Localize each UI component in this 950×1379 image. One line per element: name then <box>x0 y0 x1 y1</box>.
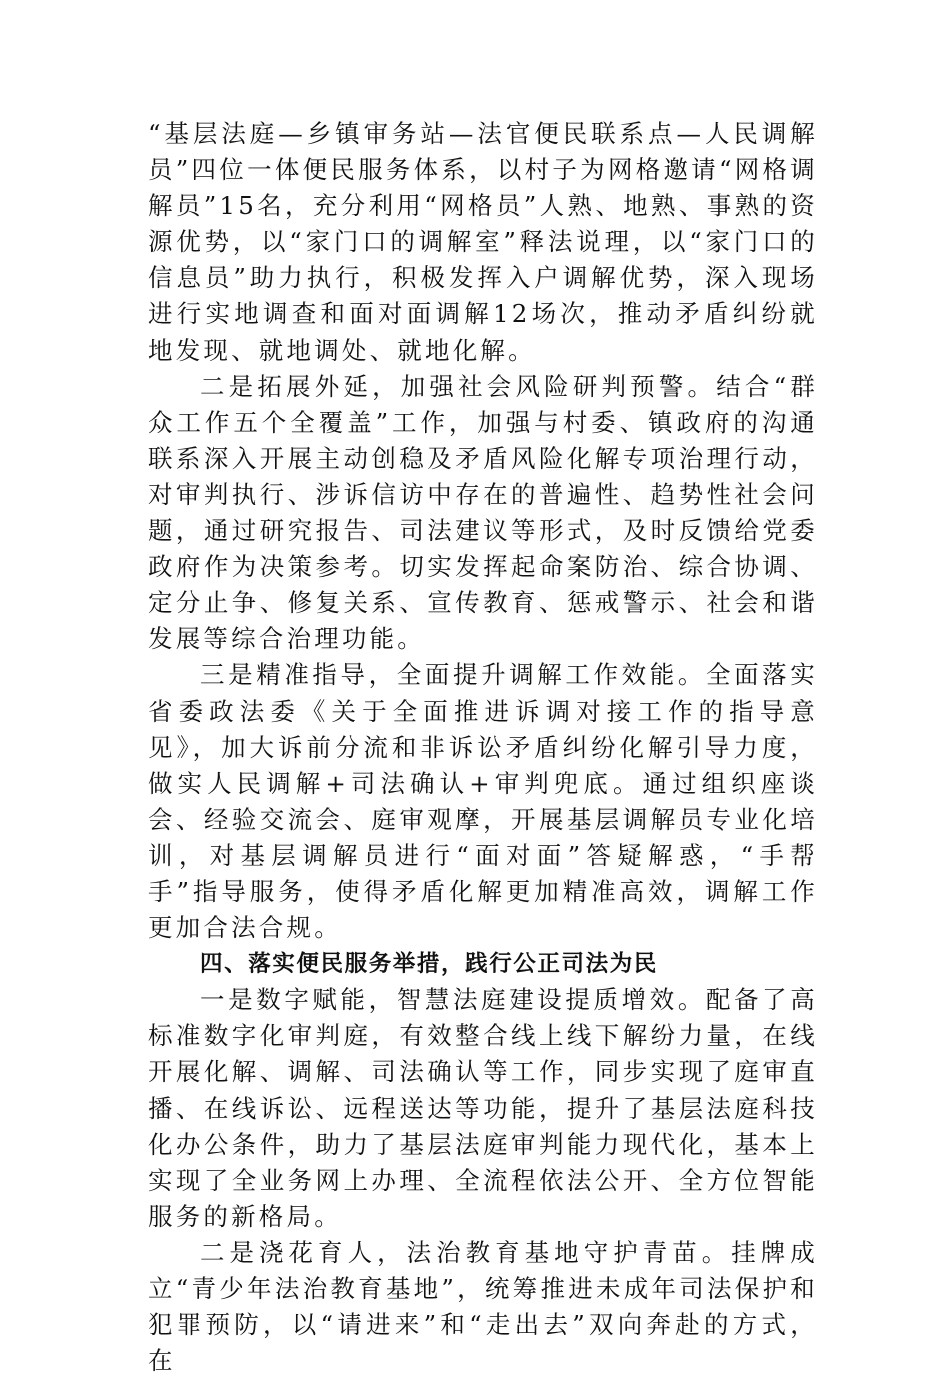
paragraph-education-base: 二是浇花育人，法治教育基地守护青苗。挂牌成立“青少年法治教育基地”，统筹推进未成年司法保护和犯罪预防，以“请进来”和“走出去”双向奔赴的方式，在 <box>148 1237 818 1376</box>
section-heading-four: 四、落实便民服务举措，践行公正司法为民 <box>200 951 658 978</box>
paragraph-digital-empowerment: 一是数字赋能，智慧法庭建设提质增效。配备了高标准数字化审判庭，有效整合线上线下解纷力量，在线开展化解、调解、司法确认等工作，同步实现了庭审直播、在线诉讼、远程送达等功能，提升了基层法庭科技化办公条件，助力了基层法庭审判能力现代化，基本上实现了全业务网上办理、全流程依法公开、全方位智能服务的新格局。 <box>148 985 818 1231</box>
document-page <box>148 116 818 1379</box>
paragraph-expand-risk-warning: 二是拓展外延，加强社会风险研判预警。结合“群众工作五个全覆盖”工作，加强与村委、镇政府的沟通联系深入开展主动创稳及矛盾风险化解专项治理行动，对审判执行、涉诉信访中存在的普遍性、趋势性社会问题，通过研究报告、司法建议等形式，及时反馈给党委政府作为决策参考。切实发挥起命案防治、综合协调、定分止争、修复关系、宣传教育、惩戒警示、社会和谐发展等综合治理功能。 <box>148 371 818 654</box>
paragraph-precise-guidance: 三是精准指导，全面提升调解工作效能。全面落实省委政法委《关于全面推进诉调对接工作的指导意见》，加大诉前分流和非诉讼矛盾纠纷化解引导力度，做实人民调解+司法确认+审判兜底。通过组织座谈会、经验交流会、庭审观摩，开展基层调解员专业化培训，对基层调解员进行“面对面”答疑解惑，“手帮手”指导服务，使得矛盾化解更加精准高效，调解工作更加合法合规。 <box>148 660 818 943</box>
paragraph-continuation: “基层法庭—乡镇审务站—法官便民联系点—人民调解员”四位一体便民服务体系，以村子为网格邀请“网格调解员”15名，充分利用“网格员”人熟、地熟、事熟的资源优势，以“家门口的调解室”释法说理，以“家门口的信息员”助力执行，积极发挥入户调解优势，深入现场进行实地调查和面对面调解12场次，推动矛盾纠纷就地发现、就地调处、就地化解。 <box>148 119 818 365</box>
